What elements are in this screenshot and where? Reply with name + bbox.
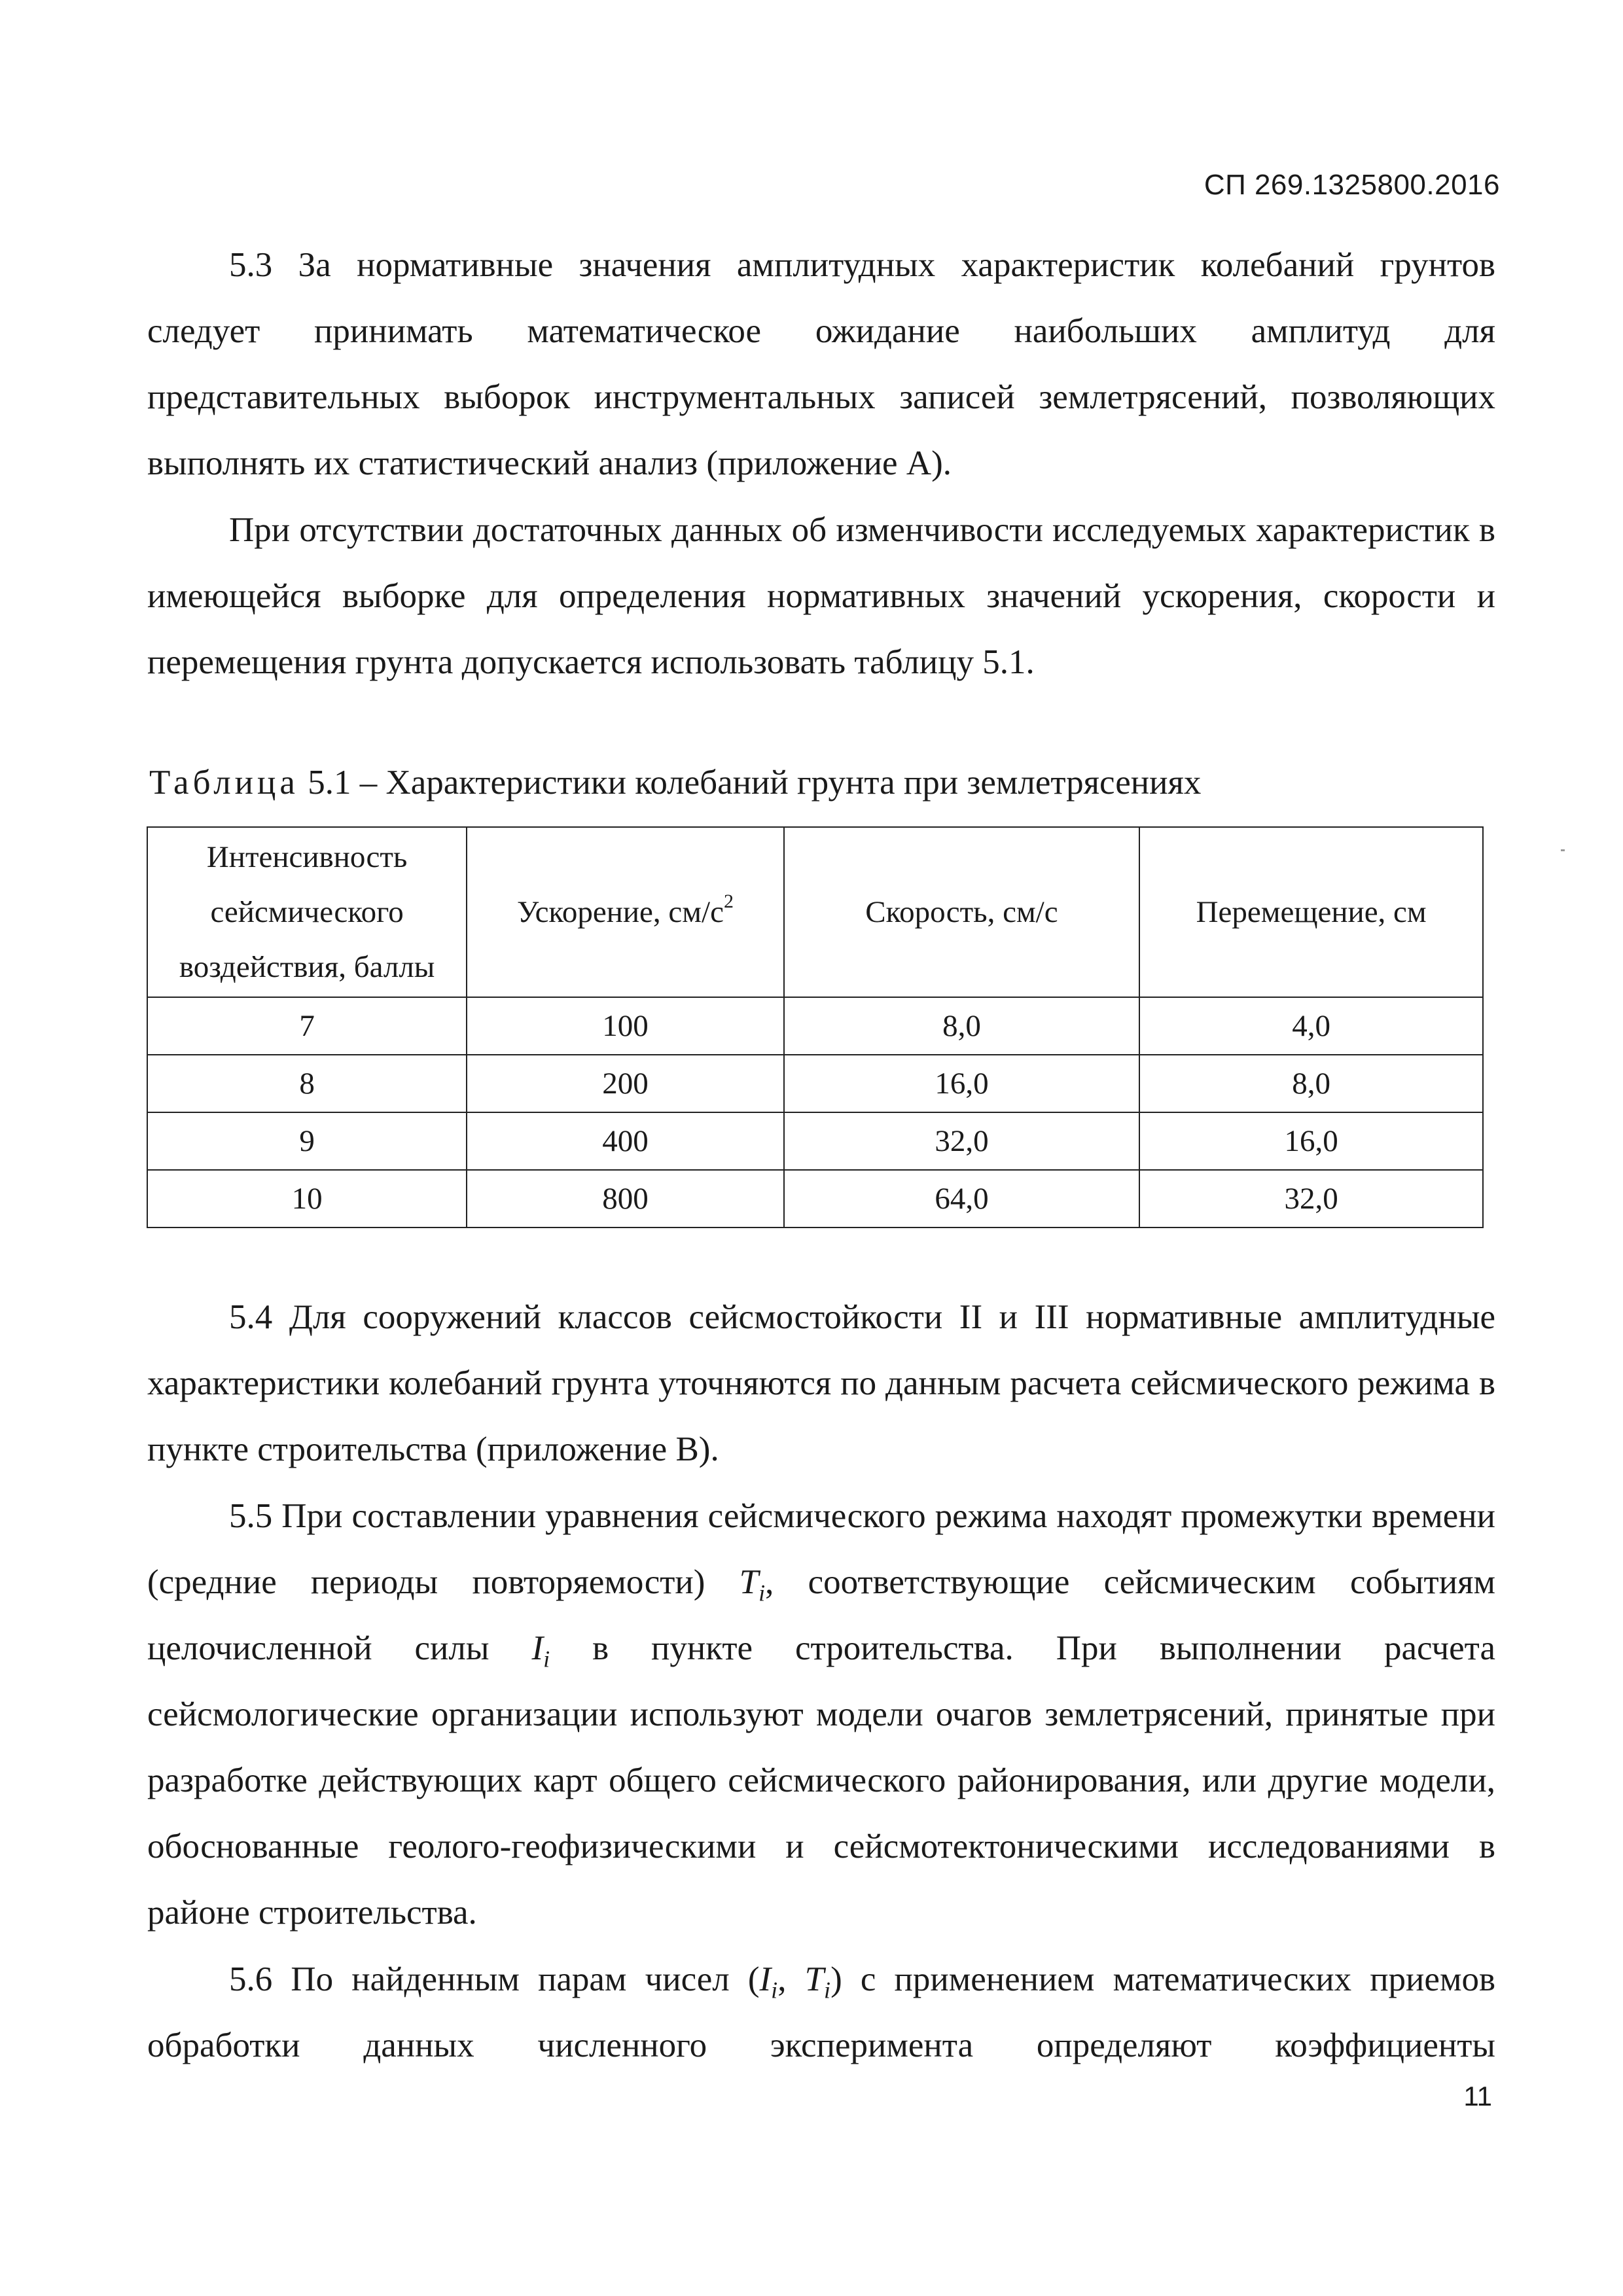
cell-displacement: 8,0 [1139,1055,1483,1112]
cell-velocity: 64,0 [784,1170,1140,1227]
subscript-i: i [758,1580,766,1606]
cell-intensity: 7 [147,997,467,1055]
cell-intensity: 9 [147,1112,467,1170]
subscript-i: i [824,1977,831,2004]
paragraph-5-3 [147,232,1495,497]
cell-acceleration: 100 [467,997,783,1055]
header-acceleration-text: Ускорение, см/с [516,895,724,929]
table-caption-label: Таблица [149,764,299,802]
table-row [147,997,1483,1055]
paragraph-5-6-comma: , [777,1960,805,1998]
paragraph-5-4 [147,1284,1495,1483]
cell-velocity: 16,0 [784,1055,1140,1112]
paragraph-5-5-text-a: 5.5 При составлении уравнения сейсмического режима находят промежутки времени (средние периоды повторяемости) [147,1497,1495,1601]
scan-artifact [1561,849,1565,851]
paragraph-5-3-continued [147,497,1495,696]
cell-acceleration: 200 [467,1055,783,1112]
cell-displacement: 32,0 [1139,1170,1483,1227]
document-code: СП 269.1325800.2016 [1204,169,1500,201]
symbol-I: I [759,1960,772,1998]
header-acceleration-superscript: 2 [723,891,734,912]
paragraph-5-5-text-c: в пункте строительства. При выполнении расчета сейсмологические организации используют модели очагов землетрясений, принятые при разработке действующих карт общего сейсмического районирования, или другие модели, обоснованные геолого-геофизическими и сейсмотектоническими исследованиями в районе строительства. [147,1629,1495,1932]
subscript-i: i [543,1646,550,1672]
symbol-T: T [804,1960,825,1998]
table-caption [149,763,1201,802]
cell-intensity: 10 [147,1170,467,1227]
header-displacement: Перемещение, см [1139,827,1483,997]
paragraph-5-6-text-a: 5.6 По найденным парам чисел ( [229,1960,760,1998]
paragraph-5-3-text: 5.3 За нормативные значения амплитудных характеристик колебаний грунтов следует принимать математическое ожидание наибольших амплитуд для представительных выборок инструментальных записей землетрясений, позволяющих выполнять их статистический анализ (приложение А). [147,246,1495,482]
cell-displacement: 16,0 [1139,1112,1483,1170]
cell-acceleration: 800 [467,1170,783,1227]
paragraph-5-5-text-b: , соответствующие сейсмическим событиям целочисленной силы [147,1563,1495,1667]
page-number: 11 [1463,2081,1492,2111]
symbol-I: I [531,1629,544,1667]
table-row [147,1112,1483,1170]
cell-velocity: 8,0 [784,997,1140,1055]
paragraph-5-6-text-b: ) с применением математических приемов обработки данных численного эксперимента определяют коэффициенты [147,1960,1496,2064]
header-acceleration [467,827,783,997]
table-caption-title: 5.1 – Характеристики колебаний грунта при землетрясениях [298,764,1202,802]
paragraph-5-3-continued-text: При отсутствии достаточных данных об изменчивости исследуемых характеристик в имеющейся выборке для определения нормативных значений ускорения, скорости и перемещения грунта допускается использовать таблицу 5.1. [147,511,1495,681]
cell-displacement: 4,0 [1139,997,1483,1055]
table-row [147,1055,1483,1112]
symbol-T: T [739,1563,759,1601]
table-row [147,1170,1483,1227]
header-intensity: Интенсивность сейсмического воздействия, баллы [147,827,467,997]
paragraph-5-6 [147,1947,1495,2079]
subscript-i: i [771,1977,778,2004]
table-header-row [147,827,1483,997]
paragraph-5-4-text: 5.4 Для сооружений классов сейсмостойкости II и III нормативные амплитудные характеристики колебаний грунта уточняются по данным расчета сейсмического режима в пункте строительства (приложение В). [147,1298,1495,1468]
header-velocity: Скорость, см/с [784,827,1140,997]
cell-intensity: 8 [147,1055,467,1112]
ground-vibration-table [147,826,1484,1228]
paragraph-5-5 [147,1483,1495,1946]
cell-velocity: 32,0 [784,1112,1140,1170]
cell-acceleration: 400 [467,1112,783,1170]
